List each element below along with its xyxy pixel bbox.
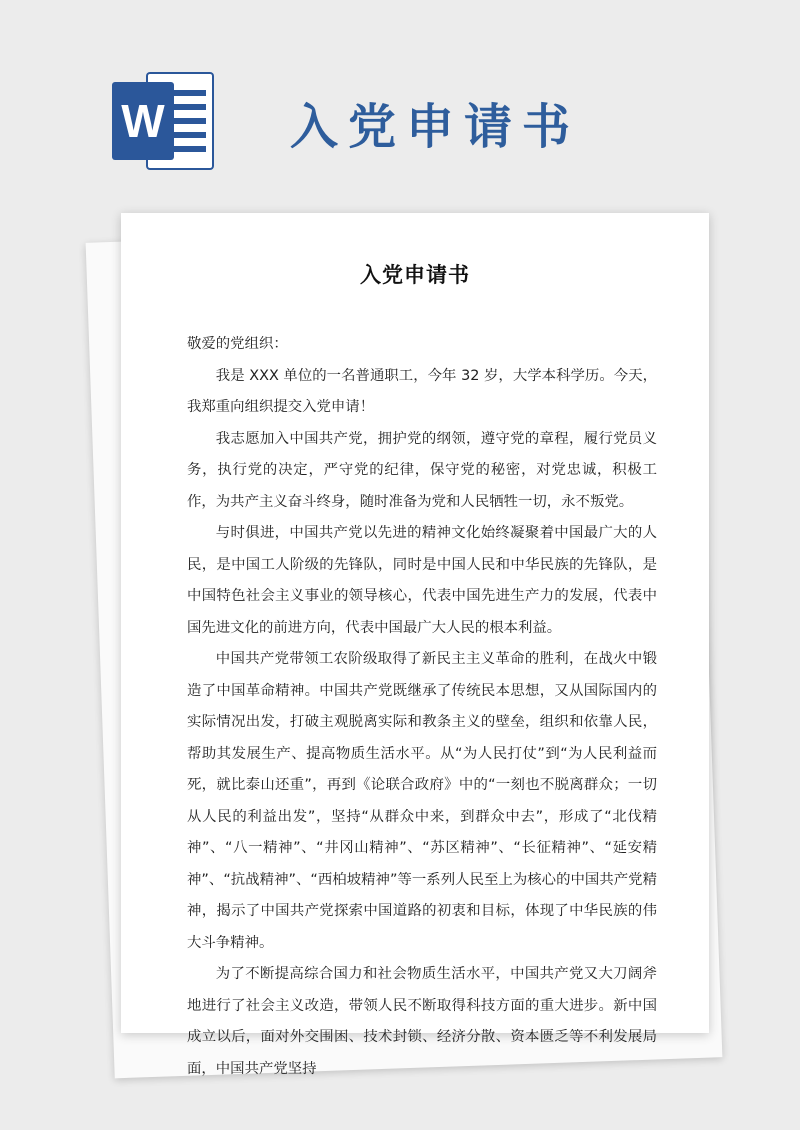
paragraph: 与时俱进，中国共产党以先进的精神文化始终凝聚着中国最广大的人民，是中国工人阶级的先锋队，同时是中国人民和中华民族的先锋队，是中国特色社会主义事业的领导核心，代表中国先进生产力的发展，代表中国先进文化的前进方向，代表中国最广大人民的根本利益。 bbox=[187, 525, 657, 636]
banner-title: 入党申请书 bbox=[290, 99, 581, 155]
document-page bbox=[121, 213, 709, 1077]
word-document-icon bbox=[112, 72, 216, 170]
paragraph: 为了不断提高综合国力和社会物质生活水平，中国共产党又大刀阔斧地进行了社会主义改造，带领人民不断取得科技方面的重大进步。新中国成立以后，面对外交围困、技术封锁、经济分散、资本匮乏等不利发展局面，中国共产党坚持 bbox=[187, 966, 657, 1077]
paragraph: 我是 XXX 单位的一名普通职工，今年 32 岁，大学本科学历。今天，我郑重向组织提交入党申请！ bbox=[187, 367, 657, 415]
salutation: 敬爱的党组织： bbox=[187, 336, 288, 352]
header-banner bbox=[0, 0, 800, 200]
document-body bbox=[187, 329, 657, 1085]
paragraph: 中国共产党带领工农阶级取得了新民主主义革命的胜利，在战火中锻造了中国革命精神。中国共产党既继承了传统民本思想，又从国际国内的实际情况出发，打破主观脱离实际和教条主义的壁垒，组织和依靠人民，帮助其发展生产、提高物质生活水平。从“为人民打仗”到“为人民利益而死，就比泰山还重”，再到《论联合政府》中的“一刻也不脱离群众；一切从人民的利益出发”，坚持“从群众中来，到群众中去”，形成了“北伐精神”、“八一精神”、“井冈山精神”、“苏区精神”、“长征精神”、“延安精神”、“抗战精神”、“西柏坡精神”等一系列人民至上为核心的中国共产党精神，揭示了中国共产党探索中国道路的初衷和目标，体现了中华民族的伟大斗争精神。 bbox=[187, 651, 657, 951]
word-badge: W bbox=[112, 82, 174, 160]
document-title: 入党申请书 bbox=[360, 263, 470, 287]
paragraph: 我志愿加入中国共产党，拥护党的纲领，遵守党的章程，履行党员义务，执行党的决定，严守党的纪律，保守党的秘密，对党忠诚，积极工作，为共产主义奋斗终身，随时准备为党和人民牺牲一切，永不叛党。 bbox=[187, 430, 657, 510]
